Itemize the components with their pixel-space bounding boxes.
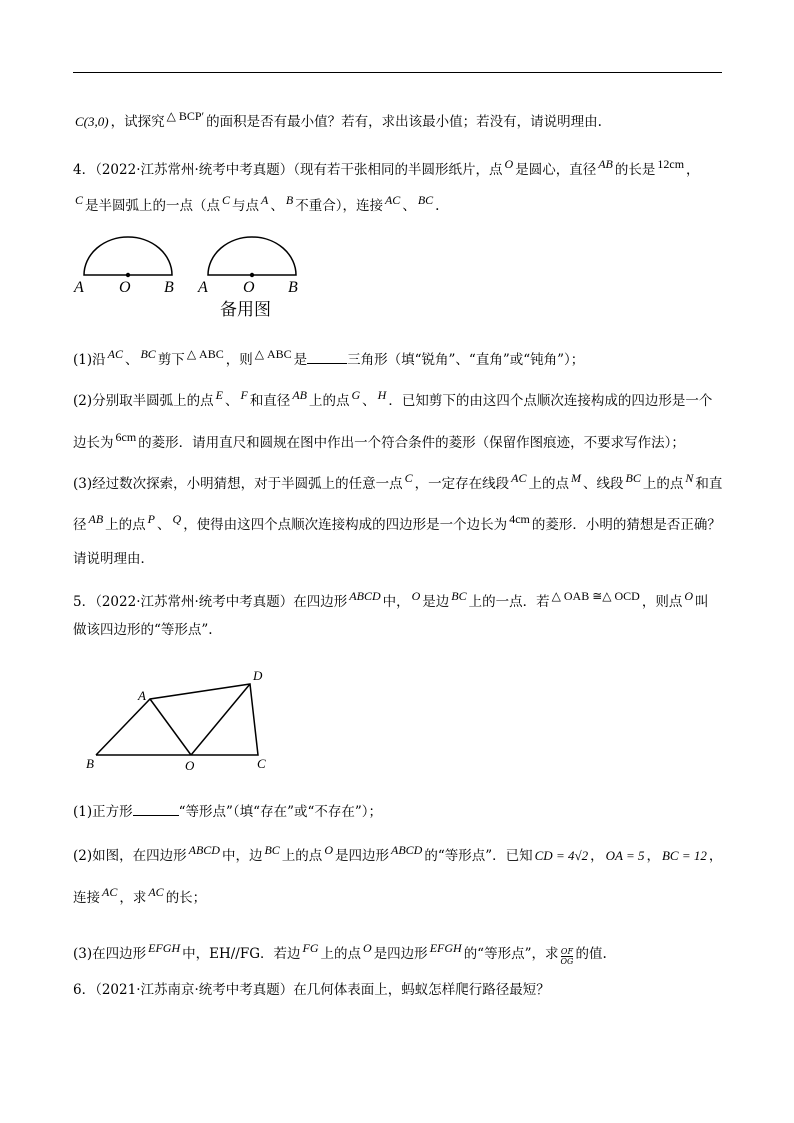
text: 上的点	[105, 517, 146, 533]
text: 和直径	[249, 393, 291, 409]
math: O	[324, 843, 333, 857]
math: C	[222, 193, 231, 207]
center-dot-spare	[250, 273, 254, 277]
math: G	[351, 388, 361, 402]
semicircle-main	[84, 237, 172, 275]
text: 中，	[382, 594, 410, 610]
text: 连接	[73, 890, 100, 906]
math: A	[261, 193, 269, 207]
text: ，求	[119, 890, 147, 906]
answer-blank	[133, 803, 179, 816]
math: BC	[140, 347, 156, 361]
math: BC	[625, 471, 641, 485]
text: 上的一点．若	[468, 594, 550, 610]
math: 4cm	[509, 512, 530, 526]
math: O	[504, 157, 514, 171]
math: Q	[172, 512, 182, 526]
text: ，	[708, 848, 723, 864]
label-b-spare: B	[288, 279, 298, 296]
math: OA = 5	[605, 848, 645, 863]
text: ，	[646, 848, 660, 864]
math: AC	[148, 885, 164, 899]
math: N	[685, 471, 694, 485]
math: AB	[292, 388, 307, 402]
math: AC	[384, 193, 401, 207]
math: CD = 4√2	[534, 848, 589, 863]
math: AB	[88, 512, 104, 526]
math: AC	[511, 471, 527, 485]
q4-part3-line2	[73, 512, 723, 535]
label-o: O	[119, 279, 131, 296]
text: 是圆心，直径	[515, 162, 597, 178]
text: “等形点”（填“存在”或“不存在”）；	[178, 804, 383, 820]
text: 与点	[232, 198, 260, 214]
math: EFGH	[148, 941, 181, 955]
header-rule	[73, 72, 722, 73]
math: B	[285, 193, 294, 207]
answer-blank	[307, 351, 347, 364]
text: 4．（2022·江苏常州·统考中考真题）（现有若干张相同的半圆形纸片，点	[73, 162, 503, 178]
prev-question-tail	[73, 109, 723, 132]
math: BC	[264, 843, 280, 857]
triangle-bcp: △ BCP′	[166, 109, 205, 123]
q4-part3-line3	[73, 549, 723, 569]
math: AB	[598, 157, 613, 171]
text: 6．（2021·江苏南京·统考中考真题）在几何体表面上，蚂蚁怎样爬行路径最短？	[73, 982, 550, 998]
text: 剪下	[157, 352, 185, 368]
text: 是	[293, 352, 308, 368]
math: O	[363, 941, 372, 955]
text: 是边	[422, 594, 450, 610]
math: AC	[107, 347, 123, 361]
text: 径	[73, 517, 87, 533]
text: 、	[124, 352, 139, 368]
text: 、	[402, 198, 416, 214]
quadrilateral-outline	[96, 684, 258, 755]
text: (2)如图，在四边形	[73, 848, 187, 864]
math: O	[684, 589, 693, 603]
math: AC	[102, 885, 118, 899]
text: ，使得由这四个点顺次连接构成的四边形是一个边长为	[183, 517, 508, 533]
q5-part2	[73, 843, 723, 866]
text: 上的点	[528, 476, 569, 492]
segment-ao	[150, 699, 191, 755]
q5-part3	[73, 941, 723, 966]
text: 边长为	[73, 435, 114, 451]
math: M	[570, 471, 581, 485]
text: (1)正方形	[73, 804, 133, 820]
q4-header	[73, 157, 723, 180]
text: (2)分别取半圆弧上的点	[73, 393, 214, 409]
math: ABCD	[390, 843, 423, 857]
text: 上的点	[642, 476, 684, 492]
math: P	[147, 512, 156, 526]
num: OF	[560, 947, 574, 956]
text: 叫	[695, 594, 709, 610]
text: ，试探究	[110, 114, 165, 130]
label-b: B	[164, 279, 174, 296]
math: BC	[451, 589, 467, 603]
math: F	[240, 388, 248, 402]
semicircle-spare	[208, 237, 296, 275]
q6-header	[73, 980, 723, 1000]
text: 、	[362, 393, 376, 409]
semicircle-figure	[70, 232, 310, 322]
label-a-spare: A	[198, 279, 208, 296]
q4-part3	[73, 471, 723, 494]
text: 三角形（填“锐角”、“直角”或“钝角”）；	[347, 352, 585, 368]
q4-line2	[73, 193, 723, 216]
text: ，则	[225, 352, 253, 368]
math: FG	[302, 941, 319, 955]
text: 上的点	[308, 393, 350, 409]
text: ，则点	[641, 594, 683, 610]
q4-part2-line2	[73, 430, 723, 453]
q5-line2	[73, 620, 723, 640]
text: 的长是	[614, 162, 656, 178]
center-dot	[126, 273, 130, 277]
label-o: O	[185, 758, 195, 773]
text: 不重合），连接	[295, 198, 383, 214]
text: 的值.	[575, 946, 607, 962]
label-d: D	[253, 668, 263, 683]
text: 做该四边形的“等形点”.	[73, 622, 213, 638]
text: 的菱形．请用直尺和圆规在图中作出一个符合条件的菱形（保留作图痕迹，不要求写作法）；	[138, 435, 685, 451]
math: △ OAB ≅△ OCD	[551, 589, 640, 603]
math: 6cm	[115, 430, 137, 444]
math: ABCD	[349, 589, 381, 603]
text: 是四边形	[334, 848, 389, 864]
text: (1)沿	[73, 352, 106, 368]
math: ABCD	[188, 843, 220, 857]
q5-part1	[73, 802, 723, 822]
quadrilateral-figure	[80, 662, 280, 778]
q5-part2-line2	[73, 885, 723, 908]
label-o-spare: O	[243, 279, 255, 296]
text: 、	[270, 198, 284, 214]
q5-header	[73, 589, 723, 612]
math: △ ABC	[254, 347, 292, 361]
text: 请说明理由．	[73, 551, 154, 567]
math: △ ABC	[186, 347, 224, 361]
math: EFGH	[429, 941, 462, 955]
fraction-of-og	[561, 947, 574, 966]
text: (3)在四边形	[73, 946, 147, 962]
text: 、	[157, 517, 171, 533]
label-b: B	[86, 756, 94, 771]
q4-part2	[73, 388, 723, 411]
text: 和直	[695, 476, 723, 492]
text: .	[435, 198, 440, 214]
text: OG	[560, 957, 574, 966]
segment-od	[191, 684, 250, 755]
text: 中，EH//FG．若边	[182, 946, 301, 962]
text: ，一定存在线段	[414, 476, 510, 492]
text: 的“等形点”，求	[463, 946, 559, 962]
label-a: A	[74, 279, 84, 296]
text: ．已知剪下的由这四个点顺次连接构成的四边形是一个	[388, 393, 713, 409]
math: E	[215, 388, 223, 402]
math: BC	[417, 193, 434, 207]
text: 上的点	[320, 946, 362, 962]
text: 5．（2022·江苏常州·统考中考真题）在四边形	[73, 594, 348, 610]
math: 12cm	[657, 157, 685, 171]
text: 、	[224, 393, 239, 409]
text: 的“等形点”．已知	[424, 848, 533, 864]
math: C	[404, 471, 413, 485]
text: 的面积是否有最小值？若有，求出该最小值；若没有，请说明理由.	[206, 114, 602, 130]
text: (3)经过数次探索，小明猜想，对于半圆弧上的任意一点	[73, 476, 403, 492]
q4-part1	[73, 347, 723, 370]
text: 的长；	[165, 890, 207, 906]
text: 上的点	[281, 848, 323, 864]
figure-caption: 备用图	[220, 300, 271, 320]
math: H	[377, 388, 387, 402]
point-c: C(3,0)	[75, 114, 109, 129]
text: ，	[590, 848, 604, 864]
text: 、线段	[582, 476, 624, 492]
label-a: A	[138, 688, 146, 703]
math: C	[75, 193, 84, 207]
text: 是四边形	[373, 946, 428, 962]
math: BC = 12	[661, 848, 707, 863]
math: O	[411, 589, 421, 603]
label-c: C	[257, 756, 266, 771]
text: ，	[686, 162, 700, 178]
text: 中，边	[221, 848, 263, 864]
text: 的菱形．小明的猜想是否正确？	[531, 517, 721, 533]
text: 是半圆弧上的一点（点	[85, 198, 221, 214]
